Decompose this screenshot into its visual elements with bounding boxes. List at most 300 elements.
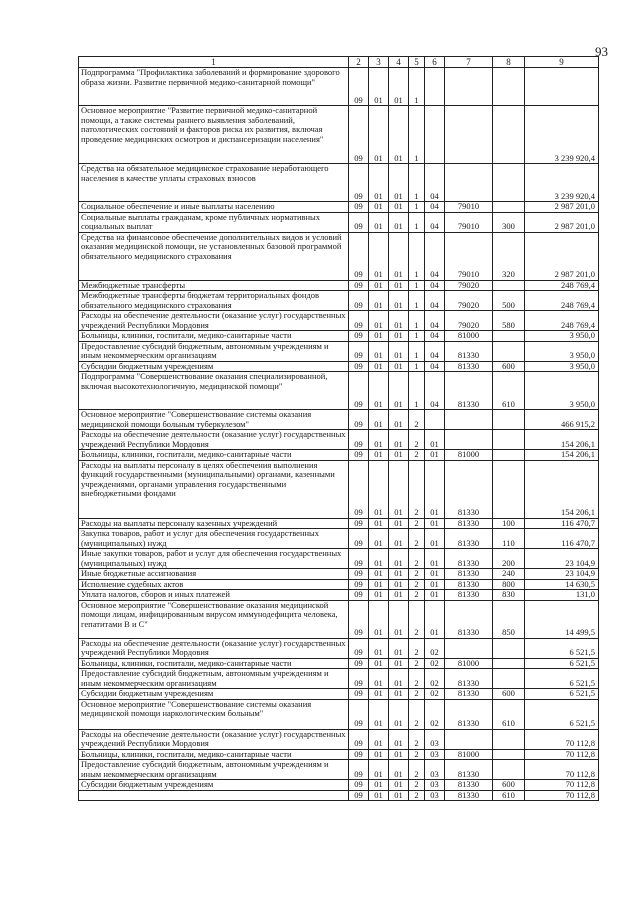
code-program: 2 xyxy=(409,529,425,549)
row-amount: 70 112,8 xyxy=(525,780,599,791)
code-event: 04 xyxy=(425,202,445,213)
code-expense-type xyxy=(493,341,525,361)
code-ministry: 09 xyxy=(349,669,369,689)
code-program: 2 xyxy=(409,790,425,801)
code-expense-type xyxy=(493,164,525,202)
code-section: 01 xyxy=(369,729,389,749)
code-direction: 81330 xyxy=(445,549,493,569)
code-section: 01 xyxy=(369,232,389,280)
code-event: 02 xyxy=(425,638,445,658)
code-event: 01 xyxy=(425,590,445,601)
code-subsection: 01 xyxy=(389,529,409,549)
row-amount: 2 987 201,0 xyxy=(525,232,599,280)
row-description: Больницы, клиники, госпитали, медико-санитарные части xyxy=(79,749,349,760)
code-subsection: 01 xyxy=(389,311,409,331)
code-program: 2 xyxy=(409,729,425,749)
code-expense-type xyxy=(493,202,525,213)
row-description: Средства на финансовое обеспечение дополнительных видов и условий оказания медицинской помощи, не установленных базовой программой обязательного медицинского страхования xyxy=(79,232,349,280)
code-section: 01 xyxy=(369,780,389,791)
code-event: 03 xyxy=(425,729,445,749)
code-subsection: 01 xyxy=(389,749,409,760)
code-section: 01 xyxy=(369,212,389,232)
table-row xyxy=(79,460,599,518)
code-event: 04 xyxy=(425,291,445,311)
row-amount: 23 104,9 xyxy=(525,569,599,580)
table-row xyxy=(79,549,599,569)
table-row xyxy=(79,372,599,410)
table-row xyxy=(79,518,599,529)
code-expense-type: 830 xyxy=(493,590,525,601)
row-amount: 70 112,8 xyxy=(525,790,599,801)
code-subsection: 01 xyxy=(389,600,409,638)
row-amount: 3 950,0 xyxy=(525,331,599,342)
code-direction: 81330 xyxy=(445,669,493,689)
row-amount: 6 521,5 xyxy=(525,638,599,658)
code-direction: 81330 xyxy=(445,372,493,410)
code-expense-type: 100 xyxy=(493,518,525,529)
row-description: Закупка товаров, работ и услуг для обеспечения государственных (муниципальных) нужд xyxy=(79,529,349,549)
row-amount: 23 104,9 xyxy=(525,549,599,569)
code-section: 01 xyxy=(369,699,389,729)
row-description: Предоставление субсидий бюджетным, автономным учреждениям и иным некоммерческим организациям xyxy=(79,669,349,689)
code-ministry: 09 xyxy=(349,600,369,638)
code-program: 2 xyxy=(409,590,425,601)
code-section: 01 xyxy=(369,410,389,430)
row-description: Иные бюджетные ассигнования xyxy=(79,569,349,580)
code-section: 01 xyxy=(369,68,389,106)
table-row xyxy=(79,280,599,291)
row-amount: 466 915,2 xyxy=(525,410,599,430)
row-amount: 3 950,0 xyxy=(525,341,599,361)
code-direction: 81330 xyxy=(445,529,493,549)
code-subsection: 01 xyxy=(389,760,409,780)
code-expense-type: 110 xyxy=(493,529,525,549)
code-event: 01 xyxy=(425,549,445,569)
code-program: 2 xyxy=(409,760,425,780)
table-row xyxy=(79,529,599,549)
row-description: Социальные выплаты гражданам, кроме публичных нормативных социальных выплат xyxy=(79,212,349,232)
row-description: Социальное обеспечение и иные выплаты населению xyxy=(79,202,349,213)
code-event: 02 xyxy=(425,669,445,689)
code-subsection: 01 xyxy=(389,590,409,601)
code-event: 01 xyxy=(425,579,445,590)
row-description: Субсидии бюджетным учреждениям xyxy=(79,780,349,791)
code-program: 1 xyxy=(409,331,425,342)
code-expense-type xyxy=(493,749,525,760)
row-amount: 3 239 920,4 xyxy=(525,164,599,202)
code-direction: 81000 xyxy=(445,658,493,669)
code-section: 01 xyxy=(369,372,389,410)
code-event: 02 xyxy=(425,658,445,669)
code-program: 2 xyxy=(409,658,425,669)
code-expense-type: 320 xyxy=(493,232,525,280)
code-subsection: 01 xyxy=(389,164,409,202)
code-program: 1 xyxy=(409,164,425,202)
table-row xyxy=(79,699,599,729)
code-event: 03 xyxy=(425,749,445,760)
code-subsection: 01 xyxy=(389,638,409,658)
code-subsection: 01 xyxy=(389,291,409,311)
table-row xyxy=(79,361,599,372)
row-amount: 6 521,5 xyxy=(525,689,599,700)
table-row xyxy=(79,579,599,590)
code-direction: 79020 xyxy=(445,280,493,291)
code-subsection: 01 xyxy=(389,790,409,801)
table-row xyxy=(79,669,599,689)
code-subsection: 01 xyxy=(389,410,409,430)
code-program: 1 xyxy=(409,291,425,311)
code-event: 03 xyxy=(425,790,445,801)
code-expense-type xyxy=(493,280,525,291)
table-row xyxy=(79,729,599,749)
code-direction: 79010 xyxy=(445,232,493,280)
code-section: 01 xyxy=(369,658,389,669)
code-event: 03 xyxy=(425,780,445,791)
budget-table xyxy=(78,56,599,801)
code-section: 01 xyxy=(369,164,389,202)
code-section: 01 xyxy=(369,202,389,213)
code-subsection: 01 xyxy=(389,658,409,669)
code-program: 2 xyxy=(409,600,425,638)
code-ministry: 09 xyxy=(349,331,369,342)
code-direction: 81330 xyxy=(445,790,493,801)
row-amount: 116 470,7 xyxy=(525,529,599,549)
code-direction xyxy=(445,164,493,202)
code-expense-type xyxy=(493,638,525,658)
row-amount: 154 206,1 xyxy=(525,430,599,450)
table-row xyxy=(79,590,599,601)
code-expense-type xyxy=(493,410,525,430)
code-expense-type: 610 xyxy=(493,790,525,801)
code-event xyxy=(425,68,445,106)
code-expense-type: 600 xyxy=(493,780,525,791)
code-expense-type: 240 xyxy=(493,569,525,580)
code-program: 2 xyxy=(409,430,425,450)
code-direction xyxy=(445,729,493,749)
row-amount: 6 521,5 xyxy=(525,699,599,729)
code-section: 01 xyxy=(369,291,389,311)
row-amount: 3 239 920,4 xyxy=(525,106,599,164)
code-subsection: 01 xyxy=(389,202,409,213)
table-row xyxy=(79,106,599,164)
code-expense-type: 610 xyxy=(493,699,525,729)
code-program: 1 xyxy=(409,232,425,280)
code-ministry: 09 xyxy=(349,450,369,461)
row-amount: 6 521,5 xyxy=(525,658,599,669)
code-expense-type: 500 xyxy=(493,291,525,311)
code-event: 04 xyxy=(425,232,445,280)
table-row xyxy=(79,410,599,430)
code-subsection: 01 xyxy=(389,460,409,518)
table-row xyxy=(79,341,599,361)
code-section: 01 xyxy=(369,341,389,361)
code-program: 1 xyxy=(409,361,425,372)
table-row xyxy=(79,331,599,342)
row-amount: 70 112,8 xyxy=(525,749,599,760)
code-program: 2 xyxy=(409,460,425,518)
code-expense-type xyxy=(493,460,525,518)
code-event: 02 xyxy=(425,689,445,700)
code-direction: 81330 xyxy=(445,579,493,590)
code-subsection: 01 xyxy=(389,280,409,291)
code-program: 2 xyxy=(409,749,425,760)
code-expense-type xyxy=(493,430,525,450)
code-event: 01 xyxy=(425,460,445,518)
code-subsection: 01 xyxy=(389,106,409,164)
code-ministry: 09 xyxy=(349,658,369,669)
code-section: 01 xyxy=(369,518,389,529)
code-expense-type: 580 xyxy=(493,311,525,331)
code-ministry: 09 xyxy=(349,760,369,780)
code-direction: 79010 xyxy=(445,202,493,213)
table-row xyxy=(79,600,599,638)
table-row xyxy=(79,780,599,791)
code-section: 01 xyxy=(369,790,389,801)
row-description: Основное мероприятие "Совершенствование оказания медицинской помощи лицам, инфицированным вирусом иммунодефицита человека, гепатитами В и С" xyxy=(79,600,349,638)
code-program: 1 xyxy=(409,106,425,164)
row-description: Расходы на обеспечение деятельности (оказание услуг) государственных учреждений Республики Мордовия xyxy=(79,311,349,331)
table-row xyxy=(79,212,599,232)
table-row xyxy=(79,638,599,658)
code-event xyxy=(425,410,445,430)
row-description: Подпрограмма "Профилактика заболеваний и формирование здорового образа жизни. Развитие первичной медико-санитарной помощи" xyxy=(79,68,349,106)
row-description: Больницы, клиники, госпитали, медико-санитарные части xyxy=(79,331,349,342)
row-amount: 14 499,5 xyxy=(525,600,599,638)
code-program: 2 xyxy=(409,689,425,700)
code-event: 03 xyxy=(425,760,445,780)
code-direction: 81330 xyxy=(445,460,493,518)
code-ministry: 09 xyxy=(349,790,369,801)
code-program: 2 xyxy=(409,410,425,430)
code-subsection: 01 xyxy=(389,669,409,689)
code-ministry: 09 xyxy=(349,579,369,590)
code-ministry: 09 xyxy=(349,410,369,430)
column-header: 9 xyxy=(525,57,599,68)
row-description: Субсидии бюджетным учреждениям xyxy=(79,361,349,372)
code-event: 04 xyxy=(425,331,445,342)
code-expense-type: 300 xyxy=(493,212,525,232)
table-row xyxy=(79,311,599,331)
code-section: 01 xyxy=(369,280,389,291)
code-program: 1 xyxy=(409,202,425,213)
code-direction xyxy=(445,106,493,164)
column-header: 1 xyxy=(79,57,349,68)
code-section: 01 xyxy=(369,590,389,601)
table-row xyxy=(79,749,599,760)
code-ministry: 09 xyxy=(349,699,369,729)
code-event: 04 xyxy=(425,341,445,361)
column-header: 6 xyxy=(425,57,445,68)
page-number: 93 xyxy=(595,44,608,59)
code-program: 2 xyxy=(409,780,425,791)
row-amount: 116 470,7 xyxy=(525,518,599,529)
code-section: 01 xyxy=(369,430,389,450)
code-event xyxy=(425,106,445,164)
code-event: 01 xyxy=(425,518,445,529)
code-expense-type xyxy=(493,68,525,106)
row-amount: 2 987 201,0 xyxy=(525,202,599,213)
code-subsection: 01 xyxy=(389,780,409,791)
code-subsection: 01 xyxy=(389,549,409,569)
table-row xyxy=(79,658,599,669)
row-description: Основное мероприятие "Развитие первичной медико-санитарной помощи, а также системы раннего выявления заболеваний, патологических состояний и факторов риска их развития, включая проведение медицинских осмотров и диспансеризации населения" xyxy=(79,106,349,164)
row-amount: 3 950,0 xyxy=(525,372,599,410)
code-section: 01 xyxy=(369,760,389,780)
code-direction: 81330 xyxy=(445,569,493,580)
row-description: Расходы на выплаты персоналу в целях обеспечения выполнения функций государственными (муниципальными) органами, казенными учреждениями, органами управления государственными внебюджетными фондами xyxy=(79,460,349,518)
code-ministry: 09 xyxy=(349,749,369,760)
code-program: 2 xyxy=(409,549,425,569)
row-amount: 154 206,1 xyxy=(525,450,599,461)
code-ministry: 09 xyxy=(349,232,369,280)
code-expense-type: 850 xyxy=(493,600,525,638)
code-expense-type: 600 xyxy=(493,361,525,372)
row-description: Расходы на обеспечение деятельности (оказание услуг) государственных учреждений Республики Мордовия xyxy=(79,430,349,450)
code-subsection: 01 xyxy=(389,579,409,590)
row-description: Расходы на выплаты персоналу казенных учреждений xyxy=(79,518,349,529)
row-description: Расходы на обеспечение деятельности (оказание услуг) государственных учреждений Республики Мордовия xyxy=(79,729,349,749)
table-row xyxy=(79,430,599,450)
code-ministry: 09 xyxy=(349,164,369,202)
code-program: 2 xyxy=(409,579,425,590)
code-event: 01 xyxy=(425,450,445,461)
column-header: 2 xyxy=(349,57,369,68)
code-program: 1 xyxy=(409,372,425,410)
row-description: Средства на обязательное медицинское страхование неработающего населения в качестве уплаты страховых взносов xyxy=(79,164,349,202)
code-program: 2 xyxy=(409,638,425,658)
code-section: 01 xyxy=(369,669,389,689)
code-direction: 81330 xyxy=(445,699,493,729)
row-amount: 154 206,1 xyxy=(525,460,599,518)
table-row xyxy=(79,760,599,780)
code-ministry: 09 xyxy=(349,729,369,749)
code-event: 04 xyxy=(425,212,445,232)
code-expense-type xyxy=(493,760,525,780)
code-ministry: 09 xyxy=(349,460,369,518)
code-direction: 81330 xyxy=(445,760,493,780)
code-ministry: 09 xyxy=(349,341,369,361)
code-program: 1 xyxy=(409,212,425,232)
code-ministry: 09 xyxy=(349,372,369,410)
code-section: 01 xyxy=(369,638,389,658)
code-ministry: 09 xyxy=(349,361,369,372)
row-description: Уплата налогов, сборов и иных платежей xyxy=(79,590,349,601)
code-expense-type xyxy=(493,106,525,164)
row-amount: 70 112,8 xyxy=(525,729,599,749)
code-section: 01 xyxy=(369,549,389,569)
table-row xyxy=(79,689,599,700)
table-row xyxy=(79,202,599,213)
row-amount: 6 521,5 xyxy=(525,669,599,689)
code-program: 2 xyxy=(409,450,425,461)
code-expense-type: 600 xyxy=(493,689,525,700)
code-subsection: 01 xyxy=(389,331,409,342)
code-subsection: 01 xyxy=(389,68,409,106)
table-row xyxy=(79,569,599,580)
code-event: 04 xyxy=(425,164,445,202)
row-description: Подпрограмма "Совершенствование оказания специализированной, включая высокотехнологичную, медицинской помощи" xyxy=(79,372,349,410)
row-amount: 248 769,4 xyxy=(525,291,599,311)
row-description: Субсидии бюджетным учреждениям xyxy=(79,689,349,700)
code-section: 01 xyxy=(369,569,389,580)
row-description: Больницы, клиники, госпитали, медико-санитарные части xyxy=(79,658,349,669)
column-header: 3 xyxy=(369,57,389,68)
code-subsection: 01 xyxy=(389,729,409,749)
code-section: 01 xyxy=(369,579,389,590)
code-subsection: 01 xyxy=(389,430,409,450)
table-row xyxy=(79,232,599,280)
row-description: Межбюджетные трансферты xyxy=(79,280,349,291)
code-ministry: 09 xyxy=(349,212,369,232)
row-amount: 70 112,8 xyxy=(525,760,599,780)
code-section: 01 xyxy=(369,749,389,760)
code-section: 01 xyxy=(369,361,389,372)
code-direction: 79010 xyxy=(445,212,493,232)
code-program: 1 xyxy=(409,280,425,291)
row-amount: 131,0 xyxy=(525,590,599,601)
column-header: 8 xyxy=(493,57,525,68)
code-program: 2 xyxy=(409,699,425,729)
code-section: 01 xyxy=(369,689,389,700)
code-event: 01 xyxy=(425,600,445,638)
code-direction: 81000 xyxy=(445,450,493,461)
row-description: Исполнение судебных актов xyxy=(79,579,349,590)
code-program: 1 xyxy=(409,341,425,361)
code-direction: 81330 xyxy=(445,341,493,361)
code-section: 01 xyxy=(369,450,389,461)
code-expense-type: 800 xyxy=(493,579,525,590)
row-amount: 248 769,4 xyxy=(525,311,599,331)
table-row xyxy=(79,68,599,106)
code-direction xyxy=(445,410,493,430)
code-event: 01 xyxy=(425,529,445,549)
row-description: Расходы на обеспечение деятельности (оказание услуг) государственных учреждений Республики Мордовия xyxy=(79,638,349,658)
code-ministry: 09 xyxy=(349,291,369,311)
row-description: Иные закупки товаров, работ и услуг для обеспечения государственных (муниципальных) нужд xyxy=(79,549,349,569)
code-direction xyxy=(445,430,493,450)
code-ministry: 09 xyxy=(349,780,369,791)
row-amount: 2 987 201,0 xyxy=(525,212,599,232)
code-ministry: 09 xyxy=(349,311,369,331)
code-ministry: 09 xyxy=(349,529,369,549)
code-event: 04 xyxy=(425,361,445,372)
code-direction: 81330 xyxy=(445,590,493,601)
table-row xyxy=(79,790,599,801)
column-header: 4 xyxy=(389,57,409,68)
code-expense-type xyxy=(493,729,525,749)
code-section: 01 xyxy=(369,460,389,518)
code-event: 01 xyxy=(425,569,445,580)
code-ministry: 09 xyxy=(349,280,369,291)
code-direction: 81000 xyxy=(445,331,493,342)
code-direction: 81330 xyxy=(445,689,493,700)
code-ministry: 09 xyxy=(349,569,369,580)
code-ministry: 09 xyxy=(349,689,369,700)
row-description xyxy=(79,790,349,801)
code-program: 2 xyxy=(409,569,425,580)
code-event: 04 xyxy=(425,280,445,291)
table-row xyxy=(79,164,599,202)
code-program: 1 xyxy=(409,311,425,331)
code-section: 01 xyxy=(369,331,389,342)
code-direction: 81330 xyxy=(445,600,493,638)
code-subsection: 01 xyxy=(389,450,409,461)
code-ministry: 09 xyxy=(349,430,369,450)
code-subsection: 01 xyxy=(389,689,409,700)
code-section: 01 xyxy=(369,311,389,331)
code-expense-type xyxy=(493,658,525,669)
row-description: Межбюджетные трансферты бюджетам территориальных фондов обязательного медицинского страхования xyxy=(79,291,349,311)
